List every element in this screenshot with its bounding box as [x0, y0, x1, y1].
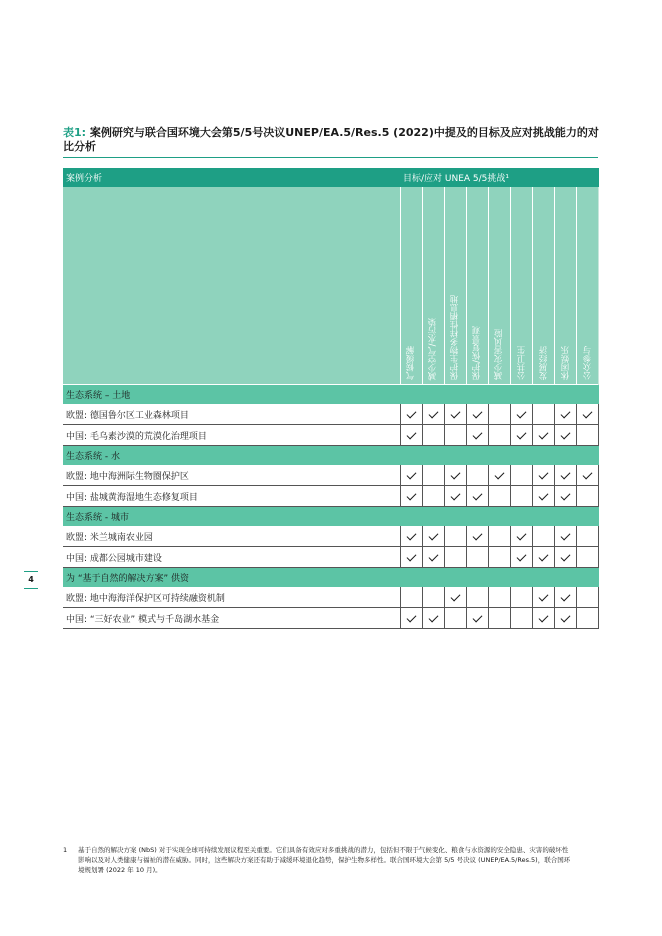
check-icon [428, 409, 438, 419]
check-icon [517, 430, 527, 440]
check-icon [561, 491, 571, 501]
section-label: 生态系统 – 土地 [63, 385, 599, 405]
check-icon [561, 409, 571, 419]
goal-cell [577, 608, 599, 629]
page-number: 4 [28, 575, 34, 584]
case-name: 欧盟: 地中海海洋保护区可持续融资机制 [63, 587, 400, 608]
goal-cell [510, 526, 532, 547]
goal-cell [488, 608, 510, 629]
goal-header-8 [577, 187, 599, 385]
goal-cell [466, 526, 488, 547]
goal-label: 保护生物多样性栖息地 [450, 295, 461, 380]
goal-cell [400, 608, 422, 629]
goal-cell [577, 404, 599, 425]
goal-cell [488, 486, 510, 507]
check-icon [406, 409, 416, 419]
case-name: 欧盟: 米兰城南农业园 [63, 526, 400, 547]
section-row [63, 568, 599, 588]
goal-cell [400, 425, 422, 446]
check-icon [406, 470, 416, 480]
case-name: 中国: “三好农业” 模式与千岛湖水基金 [63, 608, 400, 629]
goal-cell [555, 526, 577, 547]
goal-label: 公共卫生 [516, 346, 527, 380]
goal-cell [400, 465, 422, 486]
goal-cell [555, 486, 577, 507]
goal-header-7 [555, 187, 577, 385]
goal-cell [466, 465, 488, 486]
goal-cell [400, 404, 422, 425]
footnote-text: 基于自然的解决方案 (NbS) 对于实现全球可持续发展议程至关重要。它们具备有效应对多重挑战的潜力，包括但不限于气候变化、粮食与水资源的安全隐患、灾害的破坏性影响以及对人类健康与福祉的潜在威胁。同时，这些解决方案还有助于减缓环境退化趋势，保护生物多样性。联合国环境大会第 5/5 号决议 (UNEP/EA.5/Res.5)，联合国环境规划署 (2022 年 10 月)。 [78, 846, 571, 874]
goal-cell [510, 486, 532, 507]
check-icon [561, 552, 571, 562]
section-row [63, 385, 599, 405]
goal-cell [510, 404, 532, 425]
goal-cell [444, 465, 466, 486]
goal-cell [577, 526, 599, 547]
goal-cell [400, 547, 422, 568]
check-icon [406, 491, 416, 501]
check-icon [561, 470, 571, 480]
goal-cell [488, 547, 510, 568]
check-icon [583, 409, 593, 419]
check-icon [517, 409, 527, 419]
table-body [63, 385, 599, 629]
goal-cell [555, 465, 577, 486]
check-icon [428, 613, 438, 623]
check-icon [406, 531, 416, 541]
goal-cell [488, 425, 510, 446]
comparison-table [63, 168, 599, 629]
check-icon [472, 531, 482, 541]
footnote [63, 845, 573, 875]
check-icon [561, 592, 571, 602]
title-rule [63, 157, 598, 158]
goal-cell [400, 486, 422, 507]
check-icon [450, 491, 460, 501]
goal-cell [577, 547, 599, 568]
check-icon [583, 470, 593, 480]
goal-header-3 [466, 187, 488, 385]
check-icon [450, 470, 460, 480]
case-name: 欧盟: 地中海洲际生物圈保护区 [63, 465, 400, 486]
check-icon [561, 613, 571, 623]
goal-cell [555, 587, 577, 608]
goal-cell [555, 547, 577, 568]
goal-cell [533, 608, 555, 629]
check-icon [494, 470, 504, 480]
goal-header-2 [444, 187, 466, 385]
case-name: 欧盟: 德国鲁尔区工业森林项目 [63, 404, 400, 425]
table-row [63, 587, 599, 608]
case-name: 中国: 毛乌素沙漠的荒漠化治理项目 [63, 425, 400, 446]
goal-label: 减少空气/水污染 [428, 317, 439, 380]
page-number-rule-top [24, 571, 38, 572]
goal-cell [422, 547, 444, 568]
goal-header-0 [400, 187, 422, 385]
goal-header-4 [488, 187, 510, 385]
check-icon [561, 430, 571, 440]
goal-cell [510, 587, 532, 608]
check-icon [406, 430, 416, 440]
goal-label: 发展经济 [538, 346, 549, 380]
goal-cell [444, 547, 466, 568]
check-icon [539, 491, 549, 501]
check-icon [561, 531, 571, 541]
goal-cell [444, 486, 466, 507]
table-row [63, 425, 599, 446]
goal-cell [533, 526, 555, 547]
goal-cell [488, 404, 510, 425]
check-icon [517, 552, 527, 562]
check-icon [406, 552, 416, 562]
check-icon [472, 491, 482, 501]
goal-cell [510, 547, 532, 568]
check-icon [406, 613, 416, 623]
check-icon [428, 552, 438, 562]
goal-cell [577, 425, 599, 446]
section-row [63, 507, 599, 527]
page-number-rule-bottom [24, 588, 38, 589]
goal-cell [555, 425, 577, 446]
table-title-text: 案例研究与联合国环境大会第5/5号决议UNEP/EA.5/Res.5 (2022)中提及的目标及应对挑战能力的对比分析 [63, 126, 599, 153]
goal-label: 保护/恢复景观 [472, 326, 483, 380]
table-row [63, 547, 599, 568]
goal-cell [444, 526, 466, 547]
table-row [63, 404, 599, 425]
goal-cell [422, 608, 444, 629]
footnote-number: 1 [63, 846, 68, 854]
check-icon [472, 409, 482, 419]
goal-cell [510, 608, 532, 629]
goal-cell [533, 404, 555, 425]
goal-cell [577, 465, 599, 486]
goal-cell [444, 587, 466, 608]
goal-header-1 [422, 187, 444, 385]
case-name: 中国: 盐城黄海湿地生态修复项目 [63, 486, 400, 507]
section-row [63, 446, 599, 466]
check-icon [472, 613, 482, 623]
table-row [63, 465, 599, 486]
col-header-goals: 目标/应对 UNEA 5/5挑战¹ [400, 168, 599, 187]
table-row [63, 608, 599, 629]
goal-cell [444, 425, 466, 446]
section-label: 生态系统 - 水 [63, 446, 599, 466]
goal-cell [533, 587, 555, 608]
table-row [63, 526, 599, 547]
check-icon [472, 430, 482, 440]
check-icon [517, 531, 527, 541]
goal-label: 气候缓解 [406, 346, 417, 380]
goal-cell [466, 547, 488, 568]
goal-cell [400, 526, 422, 547]
goal-cell [577, 587, 599, 608]
goal-cell [533, 547, 555, 568]
table-row [63, 486, 599, 507]
check-icon [539, 430, 549, 440]
goal-cell [444, 404, 466, 425]
goal-cell [533, 425, 555, 446]
goal-label: 休闲娱乐 [560, 346, 571, 380]
goal-cell [488, 465, 510, 486]
goal-cell [422, 404, 444, 425]
goal-cell [466, 587, 488, 608]
goal-header-5 [510, 187, 532, 385]
goal-cell [466, 486, 488, 507]
check-icon [450, 592, 460, 602]
goal-cell [488, 587, 510, 608]
goal-cell [422, 526, 444, 547]
check-icon [539, 470, 549, 480]
goal-cell [422, 465, 444, 486]
goal-label: 公众参与 [582, 346, 593, 380]
check-icon [428, 531, 438, 541]
goal-label: 减少灾害风险 [494, 329, 505, 380]
goal-cell [555, 608, 577, 629]
goal-cell [422, 486, 444, 507]
goal-cell [422, 425, 444, 446]
table-title [63, 126, 603, 154]
goal-cell [510, 425, 532, 446]
goal-cell [422, 587, 444, 608]
case-name: 中国: 成都公园城市建设 [63, 547, 400, 568]
goal-header-6 [533, 187, 555, 385]
check-icon [539, 613, 549, 623]
goal-cell [466, 425, 488, 446]
goal-header-spacer [63, 187, 400, 385]
goal-cell [444, 608, 466, 629]
check-icon [450, 409, 460, 419]
check-icon [539, 592, 549, 602]
goal-cell [533, 486, 555, 507]
goal-cell [466, 608, 488, 629]
goal-cell [533, 465, 555, 486]
section-label: 为 “基于自然的解决方案” 供资 [63, 568, 599, 588]
header-row [63, 168, 599, 187]
check-icon [539, 552, 549, 562]
goal-cell [510, 465, 532, 486]
goal-label-row [63, 187, 599, 385]
col-header-cases: 案例分析 [63, 168, 400, 187]
section-label: 生态系统 - 城市 [63, 507, 599, 527]
goal-cell [555, 404, 577, 425]
goal-cell [488, 526, 510, 547]
goal-cell [577, 486, 599, 507]
table-number: 表1: [63, 126, 87, 139]
goal-cell [466, 404, 488, 425]
goal-cell [400, 587, 422, 608]
